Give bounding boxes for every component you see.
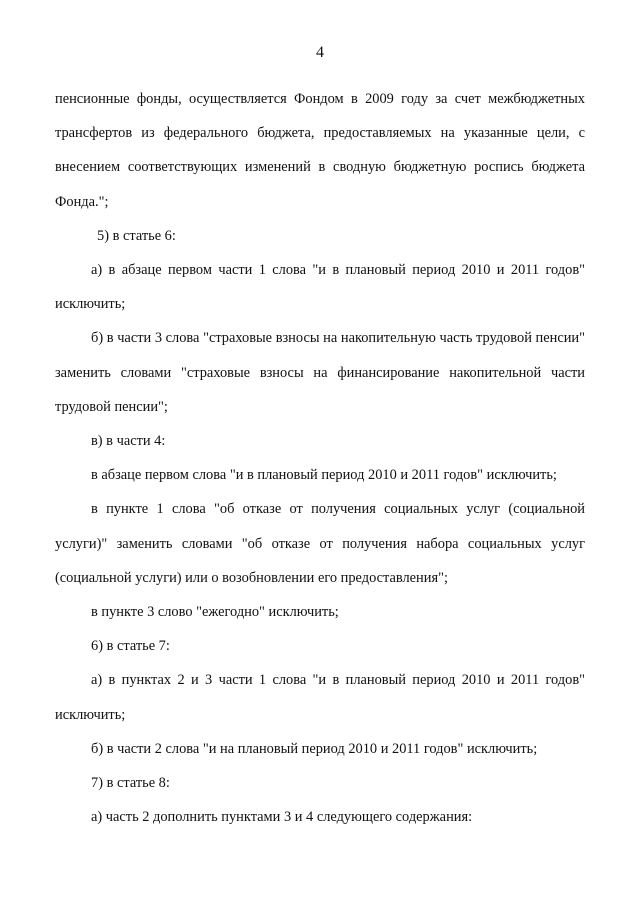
- paragraph: а) часть 2 дополнить пунктами 3 и 4 следующего содержания:: [91, 809, 473, 826]
- paragraph: в пункте 3 слово "ежегодно" исключить;: [91, 604, 339, 621]
- paragraph: 6) в статье 7:: [91, 638, 170, 655]
- paragraph: 5) в статье 6:: [97, 227, 176, 244]
- paragraph: а) в абзаце первом части 1 слова "и в плановый период 2010 и 2011 годов" исключить;: [55, 262, 585, 313]
- paragraph: б) в части 3 слова "страховые взносы на накопительную часть трудовой пенсии" заменить словами "страховые взносы на финансирование накопительной части трудовой пенсии";: [55, 330, 585, 415]
- document-body: [55, 82, 585, 834]
- paragraph: в абзаце первом слова "и в плановый период 2010 и 2011 годов" исключить;: [91, 467, 557, 484]
- paragraph: а) в пунктах 2 и 3 части 1 слова "и в плановый период 2010 и 2011 годов" исключить;: [55, 672, 585, 723]
- paragraph: б) в части 2 слова "и на плановый период 2010 и 2011 годов" исключить;: [91, 740, 538, 757]
- paragraph: пенсионные фонды, осуществляется Фондом в 2009 году за счет межбюджетных трансфертов из федерального бюджета, предоставляемых на указанные цели, с внесением соответствующих изменений в сводную бюджетную роспись бюджета Фонда.";: [55, 91, 585, 210]
- page-number: 4: [316, 44, 324, 61]
- paragraph: в) в части 4:: [91, 433, 166, 450]
- paragraph: 7) в статье 8:: [91, 775, 170, 792]
- paragraph: в пункте 1 слова "об отказе от получения социальных услуг (социальной услуги)" заменить словами "об отказе от получения набора социальных услуг (социальной услуги) или о возобновлении его предоставления";: [55, 501, 585, 586]
